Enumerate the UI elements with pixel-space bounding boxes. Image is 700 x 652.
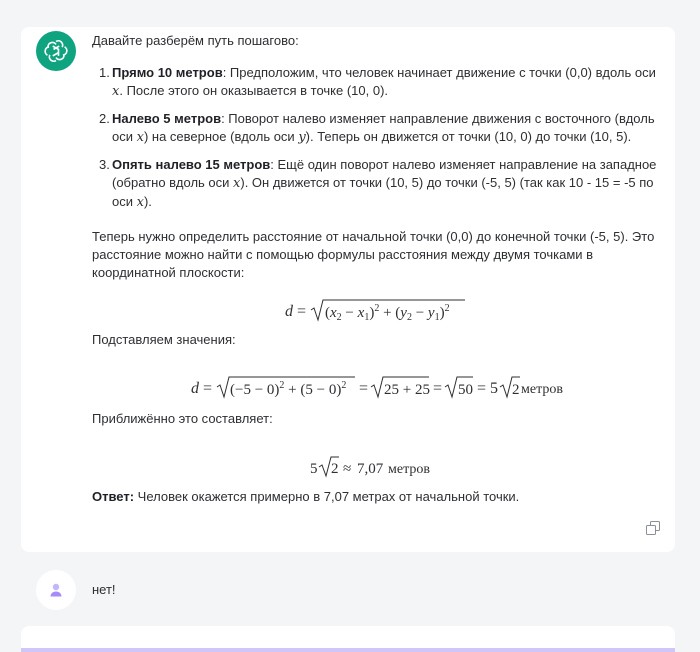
svg-text:=: =: [433, 380, 443, 397]
approx-formula: [92, 453, 662, 486]
svg-text:50: 50: [458, 382, 473, 398]
substitute-text: Подставляем значения:: [92, 332, 236, 347]
approx-text: Приближённо это составляет:: [92, 411, 273, 426]
formula3-value: 7,07: [357, 461, 384, 477]
answer-text: Ответ: Человек окажется примерно в 7,07 метрах от начальной точки.: [92, 489, 520, 504]
approx-formula-graphic: [302, 453, 452, 481]
user-icon: [48, 582, 64, 598]
svg-text:d: d: [285, 303, 293, 320]
svg-text:=: =: [297, 303, 307, 320]
intro-text: Давайте разберём путь пошагово:: [92, 33, 299, 48]
user-avatar: [36, 570, 76, 610]
copy-icon[interactable]: [646, 521, 660, 535]
distance-formula-graphic: [277, 296, 477, 326]
svg-text:=: =: [203, 380, 213, 397]
svg-text:d: d: [191, 380, 199, 397]
list-item: 3. Опять налево 15 метров: Ещё один поворот налево изменяет направление на западное (обратно вдоль оси x). Он движется от точки (10, 5) до точки (-5, 5) (так как 10 - 15 = -5 по оси x).: [99, 157, 657, 210]
assistant-message: [92, 32, 662, 504]
answer-label: Ответ:: [92, 489, 135, 504]
input-area-edge: [21, 648, 675, 652]
formula3-unit: метров: [388, 462, 430, 477]
svg-text:(x2 − x1)2 + (y2 − y1)2: $(x_2 - x_1)^2 + (y_2 - y_1)^2$: [325, 303, 450, 323]
substitution-formula-graphic: [187, 373, 567, 403]
list-item: 1. Прямо 10 метров: Предположим, что человек начинает движение с точки (0,0) вдоль оси x. После этого он оказывается в точке (10, 0).: [99, 65, 656, 99]
user-message: нет!: [92, 582, 116, 597]
assistant-avatar: [36, 31, 76, 71]
svg-text:=: =: [359, 380, 369, 397]
svg-text:2: 2: [331, 461, 339, 477]
distance-paragraph: Теперь нужно определить расстояние от начальной точки (0,0) до конечной точки (-5, 5). Это расстояние можно найти с помощью формулы расстояния между двумя точками в координатной плоскости:: [92, 229, 655, 280]
svg-text:5: 5: [310, 461, 318, 477]
svg-text:≈: ≈: [343, 461, 352, 477]
svg-text:25 + 25: 25 + 25: [384, 382, 430, 398]
openai-logo-icon: [43, 38, 69, 64]
substitution-formula: [92, 373, 662, 408]
steps-list: [99, 64, 662, 212]
svg-text:= 5: = 5: [477, 380, 499, 397]
distance-formula: [92, 296, 662, 331]
svg-text:2: 2: [512, 382, 520, 398]
formula2-unit: метров: [521, 382, 563, 397]
svg-text:(−5 − 0)2 + (5 − 0)2: $(-5 - 0)^2 + (5 - 0)^2$: [230, 380, 347, 398]
list-item: 2. Налево 5 метров: Поворот налево изменяет направление движения с восточного (вдоль оси x) на северное (вдоль оси y). Теперь он движется от точки (10, 0) до точки (10, 5).: [99, 111, 655, 145]
